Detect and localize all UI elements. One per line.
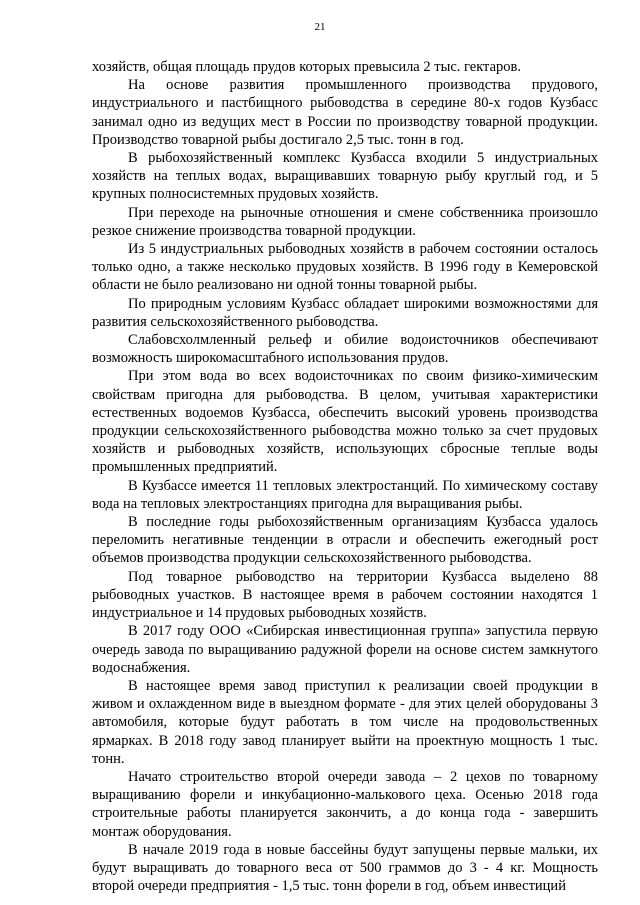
paragraph: При этом вода во всех водоисточниках по своим физико-химическим свойствам пригодна для рыбоводства. В целом, учитывая характеристики естественных водоемов Кузбасса, обеспечить высокий уровень производства продукции сельскохозяйственного рыбоводства можно только за счет прудовых хозяйств и рыбоводных хозяйств, использующих сбросные теплые воды промышленных предприятий.: [92, 368, 598, 476]
paragraph: Слабовсхолмленный рельеф и обилие водоисточников обеспечивают возможность широкомасштабного использования прудов.: [92, 332, 598, 367]
paragraph: хозяйств, общая площадь прудов которых превысила 2 тыс. гектаров.: [92, 59, 521, 75]
paragraph: При переходе на рыночные отношения и смене собственника произошло резкое снижение производства товарной продукции.: [92, 204, 598, 239]
page-number: 21: [314, 21, 326, 33]
paragraph: В 2017 году ООО «Сибирская инвестиционная группа» запустила первую очередь завода по выращиванию радужной форели на основе систем замкнутого водоснабжения.: [92, 623, 598, 676]
paragraph: В настоящее время завод приступил к реализации своей продукции в живом и охлажденном виде в выездном формате - для этих целей оборудованы 3 автомобиля, которые будут работать в том числе на продовольственных ярмарках. В 2018 году завод планирует выйти на проектную мощность 1 тыс. тонн.: [92, 677, 598, 767]
paragraph: В начале 2019 года в новые бассейны будут запущены первые мальки, их будут выращивать до товарного веса от 500 граммов до 3 - 4 кг. Мощность второй очереди предприятия - 1,5 тыс. тонн форели в год, объем инвестиций: [92, 841, 598, 895]
paragraph: На основе развития промышленного производства прудового, индустриального и пастбищного рыбоводства в середине 80-х годов Кузбасс занимал одно из ведущих мест в России по производству товарной продукции. Производство товарной рыбы достигало 2,5 тыс. тонн в год.: [92, 77, 598, 148]
paragraph: По природным условиям Кузбасс обладает широкими возможностями для развития сельскохозяйственного рыбоводства.: [92, 295, 598, 330]
paragraph: В Кузбассе имеется 11 тепловых электростанций. По химическому составу вода на тепловых электростанциях пригодна для выращивания рыбы.: [92, 477, 598, 512]
paragraph: Под товарное рыбоводство на территории Кузбасса выделено 88 рыбоводных участков. В настоящее время в рабочем состоянии находятся 1 индустриальное и 14 прудовых рыбоводных хозяйств.: [92, 568, 598, 622]
paragraph: Начато строительство второй очереди завода – 2 цехов по товарному выращиванию форели и инкубационно-малькового цеха. Осенью 2018 года строительные работы планируется закончить, а до конца года - завершить монтаж оборудования.: [92, 768, 598, 840]
paragraph: В рыбохозяйственный комплекс Кузбасса входили 5 индустриальных хозяйств на теплых водах, выращивавших товарную рыбу круглый год, и 5 крупных полносистемных прудовых хозяйств.: [92, 150, 598, 203]
paragraph: Из 5 индустриальных рыбоводных хозяйств в рабочем состоянии осталось только одно, а также несколько прудовых хозяйств. В 1996 году в Кемеровской области не было реализовано ни одной тонны товарной рыбы.: [92, 241, 598, 294]
paragraph: В последние годы рыбохозяйственным организациям Кузбасса удалось переломить негативные тенденции в отрасли и обеспечить ежегодный рост объемов производства продукции сельскохозяйственного рыбоводства.: [92, 514, 598, 567]
body-text: [92, 58, 598, 895]
